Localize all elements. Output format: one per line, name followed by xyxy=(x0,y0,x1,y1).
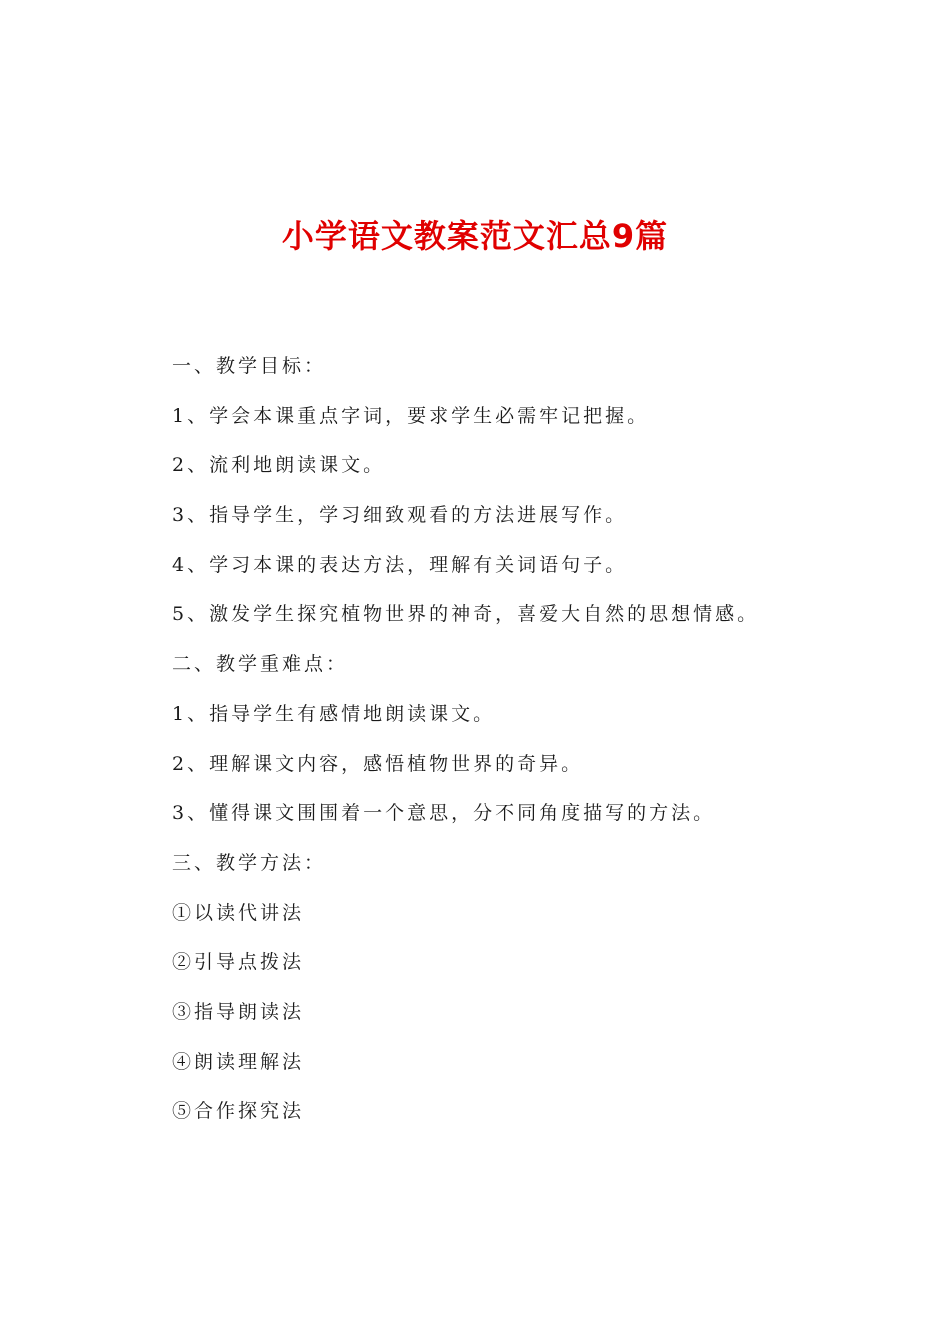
method-item: ①以读代讲法 xyxy=(172,901,305,924)
objective-item: 4、学习本课的表达方法，理解有关词语句子。 xyxy=(172,553,628,576)
method-item: ②引导点拨法 xyxy=(172,951,305,974)
key-point-item: 3、懂得课文围围着一个意思，分不同角度描写的方法。 xyxy=(172,802,716,825)
objective-item: 2、流利地朗读课文。 xyxy=(172,454,386,477)
objective-item: 1、学会本课重点字词，要求学生必需牢记把握。 xyxy=(172,404,650,427)
section-heading-methods: 三、教学方法： xyxy=(172,851,327,874)
section-heading-objectives: 一、教学目标： xyxy=(172,355,327,377)
document-title: 小学语文教案范文汇总9篇 xyxy=(281,217,669,255)
document-body xyxy=(172,342,892,1137)
method-item: ④朗读理解法 xyxy=(172,1050,305,1073)
objective-item: 3、指导学生，学习细致观看的方法进展写作。 xyxy=(172,504,628,527)
key-point-item: 1、指导学生有感情地朗读课文。 xyxy=(172,702,496,725)
objective-item: 5、激发学生探究植物世界的神奇，喜爱大自然的思想情感。 xyxy=(172,603,760,626)
method-item: ③指导朗读法 xyxy=(172,1000,305,1023)
section-heading-key-points: 二、教学重难点： xyxy=(172,653,349,676)
key-point-item: 2、理解课文内容，感悟植物世界的奇异。 xyxy=(172,752,584,775)
method-item: ⑤合作探究法 xyxy=(172,1100,305,1123)
